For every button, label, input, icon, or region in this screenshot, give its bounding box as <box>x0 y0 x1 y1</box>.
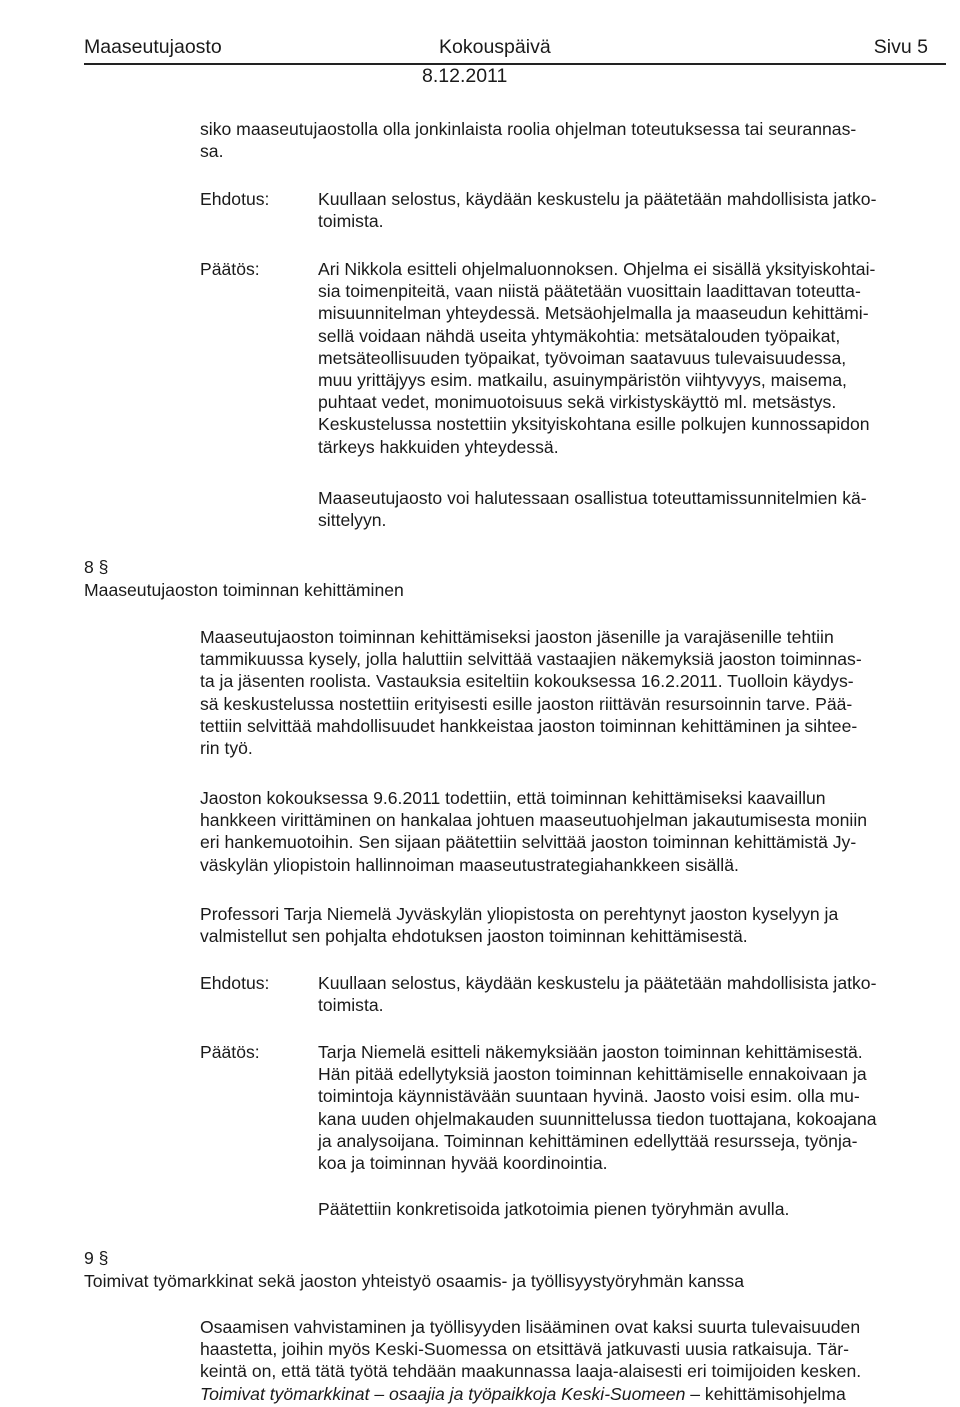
text-line: Hän pitää edellytyksiä jaoston toiminnan kehittämiselle ennakoivaan ja <box>318 1064 867 1085</box>
text-line: sa. <box>200 141 224 162</box>
text-line: sittelyyn. <box>318 510 387 531</box>
organization-name: Maaseutujaosto <box>84 36 222 58</box>
header-rule <box>84 63 946 65</box>
text-line <box>200 1383 952 1405</box>
program-title: Toimivat työmarkkinat – osaajia ja työpaikkoja Keski-Suomeen <box>200 1383 686 1404</box>
text-line: muu yrittäjyys esim. matkailu, asuinympäristön viihtyvyys, maisema, <box>318 370 847 391</box>
text-line: sia toimenpiteitä, vaan niistä päätetään vuosittain laadittavan toteutta- <box>318 281 861 302</box>
decision-extra-text <box>318 1198 953 1220</box>
text-line: tettiin selvittää mahdollisuudet hankkeistaa jaoston toiminnan kehittäminen ja sihtee- <box>200 715 858 736</box>
decision-text <box>318 1041 953 1174</box>
text-line: Professori Tarja Niemelä Jyväskylän yliopistosta on perehtynyt jaoston kyselyyn ja <box>200 904 839 924</box>
section-number: 8 § <box>84 557 109 577</box>
text-line: rin työ. <box>200 738 253 759</box>
section-number: 9 § <box>84 1248 109 1268</box>
page-header <box>84 36 946 66</box>
decision-label: Päätös: <box>200 259 260 279</box>
proposal-label: Ehdotus: <box>200 973 270 993</box>
text-line: tärkeys hakkuiden yhteydessä. <box>318 436 559 457</box>
text-line: Maaseutujaosto voi halutessaan osallistua toteuttamissunnitelmien kä- <box>318 488 867 508</box>
proposal-text <box>318 188 953 232</box>
text-line: Osaamisen vahvistaminen ja työllisyyden lisääminen ovat kaksi suurta tulevaisuuden <box>200 1317 861 1337</box>
text-line: Keskustelussa nostettiin yksityiskohtana esille polkujen kunnossapidon <box>318 414 870 435</box>
text-line: siko maaseutujaostolla olla jonkinlaista roolia ohjelman toteutuksessa tai seurannas- <box>200 119 857 139</box>
page-number: Sivu 5 <box>873 36 928 58</box>
text-line: toimista. <box>318 995 384 1016</box>
text-line: Maaseutujaoston toiminnan kehittämiseksi jaoston jäsenille ja varajäsenille tehtiin <box>200 627 834 647</box>
text-line: Kuullaan selostus, käydään keskustelu ja päätetään mahdollisista jatko- <box>318 973 877 993</box>
proposal-text <box>318 972 953 1016</box>
text-line: hankkeen virittäminen on hankalaa johtuen maaseutuohjelman jakautumisesta moniin <box>200 810 868 831</box>
proposal-label: Ehdotus: <box>200 189 270 209</box>
text-line: ja analysoijana. Toiminnan kehittäminen edellyttää resursseja, työnja- <box>318 1130 858 1151</box>
text-line: Jaoston kokouksessa 9.6.2011 todettiin, että toiminnan kehittämiseksi kaavaillun <box>200 788 826 808</box>
section-paragraph <box>200 787 952 876</box>
section-paragraph <box>200 903 952 947</box>
section-title: Toimivat työmarkkinat sekä jaoston yhteistyö osaamis- ja työllisyystyöryhmän kanssa <box>84 1271 745 1291</box>
text-line: keintä on, että tätä työtä tehdään maakunnassa laaja-alaisesti eri toimijoiden kesken. <box>200 1361 862 1382</box>
decision-label: Päätös: <box>200 1042 260 1062</box>
text-line: Kuullaan selostus, käydään keskustelu ja päätetään mahdollisista jatko- <box>318 189 877 209</box>
text-line: Ari Nikkola esitteli ohjelmaluonnoksen. Ohjelma ei sisällä yksityiskohtai- <box>318 259 876 279</box>
text-line: Päätettiin konkretisoida jatkotoimia pienen työryhmän avulla. <box>318 1199 790 1219</box>
continued-paragraph <box>200 118 950 162</box>
text-line: tammikuussa kysely, jolla haluttiin selvittää vastaajien näkemyksiä jaoston toiminnas- <box>200 649 862 670</box>
text-line: valmistellut sen pohjalta ehdotuksen jaoston toiminnan kehittämisestä. <box>200 926 748 947</box>
text-line: eri hankemuotoihin. Sen sijaan päätettiin selvittää jaoston toiminnan kehittämistä Jy- <box>200 832 857 853</box>
text-line: väskylän yliopistoin hallinnoiman maaseutustrategiahankkeen sisällä. <box>200 854 739 875</box>
text-line: sä keskustelussa nostettiin erityisesti esille jaoston riittävän resursoinnin tarve. Pää- <box>200 693 853 714</box>
text-line: metsäteollisuuden työpaikat, työvoiman saatavuus tulevaisuudessa, <box>318 347 847 368</box>
text-line: puhtaat vedet, monimuotoisuus sekä virkistyskäyttö ml. metsästys. <box>318 392 837 413</box>
section-paragraph <box>200 626 952 759</box>
text-line: haastetta, joihin myös Keski-Suomessa on etsittävä jatkuvasti uusia ratkaisuja. Tär- <box>200 1339 849 1360</box>
decision-extra-text <box>318 487 953 531</box>
text-line: ta ja jäsenten roolista. Vastauksia esiteltiin kokouksessa 16.2.2011. Tuolloin käydys- <box>200 671 854 692</box>
section-title: Maaseutujaoston toiminnan kehittäminen <box>84 580 404 600</box>
decision-text <box>318 258 953 458</box>
text-line: sellä voidaan nähdä useita yhtymäkohtia: metsätalouden työpaikat, <box>318 325 841 346</box>
section-paragraph <box>200 1316 952 1405</box>
program-suffix: – kehittämisohjelma <box>685 1383 846 1404</box>
text-line: Tarja Niemelä esitteli näkemyksiään jaoston toiminnan kehittämisestä. <box>318 1042 863 1062</box>
text-line: toimista. <box>318 211 384 232</box>
text-line: koa ja toiminnan hyvää koordinointia. <box>318 1153 608 1174</box>
text-line: misuunnitelman yhteydessä. Metsäohjelmalla ja maaseudun kehittämi- <box>318 303 869 324</box>
meeting-date: 8.12.2011 <box>422 65 508 87</box>
meeting-date-label: Kokouspäivä <box>439 36 551 58</box>
text-line: kana uuden ohjelmakauden suunnittelussa tiedon tuottajana, kokoajana <box>318 1108 877 1129</box>
text-line: toimintoja käynnistävään suuntaan hyvinä. Jaosto voisi esim. olla mu- <box>318 1086 860 1107</box>
